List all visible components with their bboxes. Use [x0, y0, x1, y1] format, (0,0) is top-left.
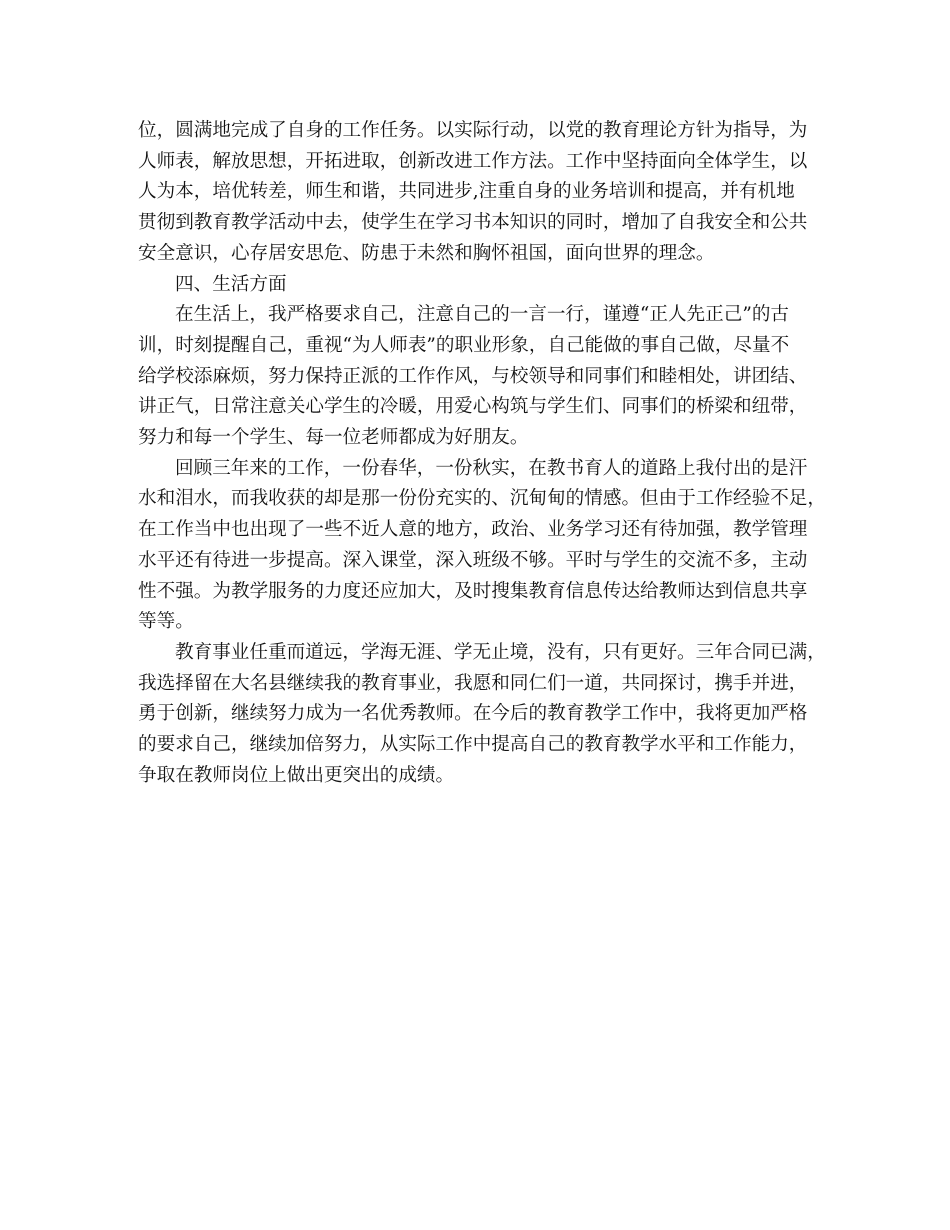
paragraph-life: [138, 300, 834, 454]
text-line: 争取在教师岗位上做出更突出的成绩。: [138, 764, 455, 786]
section-heading-life: [138, 270, 834, 301]
paragraph-review: [138, 454, 834, 638]
text-line: 努力和每一个学生、每一位老师都成为好朋友。: [138, 427, 529, 449]
text-line: 贯彻到教育教学活动中去，使学生在学习书本知识的同时，增加了自我安全和公共: [138, 212, 808, 234]
text-line: 讲正气，日常注意关心学生的冷暖，用爱心构筑与学生们、同事们的桥梁和纽带，: [138, 396, 808, 418]
text-line: 教育事业任重而道远，学海无涯、学无止境，没有，只有更好。三年合同已满，: [175, 641, 826, 663]
text-line: 在工作当中也出现了一些不近人意的地方，政治、业务学习还有待加强，教学管理: [138, 519, 808, 541]
text-line: 水和泪水，而我收获的却是那一份份充实的、沉甸甸的情感。但由于工作经验不足，: [138, 488, 826, 510]
paragraph-conclusion: [138, 638, 834, 792]
text-line: 位，圆满地完成了自身的工作任务。以实际行动，以党的教育理论方针为指导，为: [138, 120, 808, 141]
text-line: 的要求自己，继续加倍努力，从实际工作中提高自己的教育教学水平和工作能力，: [138, 734, 808, 756]
text-line: 我选择留在大名县继续我的教育事业，我愿和同仁们一道，共同探讨，携手并进，: [138, 672, 808, 694]
text-line: 回顾三年来的工作，一份春华，一份秋实，在教书育人的道路上我付出的是汗: [175, 457, 808, 479]
text-line: 人为本，培优转差，师生和谐，共同进步,注重自身的业务培训和提高，并有机地: [138, 181, 795, 203]
text-line: 训，时刻提醒自己，重视“为人师表”的职业形象，自己能做的事自己做，尽量不: [138, 334, 790, 356]
text-line: 性不强。为教学服务的力度还应加大，及时搜集教育信息传达给教师达到信息共享: [138, 580, 808, 602]
text-line: 勇于创新，继续努力成为一名优秀教师。在今后的教育教学工作中，我将更加严格: [138, 703, 808, 725]
text-line: 安全意识，心存居安思危、防患于未然和胸怀祖国，面向世界的理念。: [138, 242, 715, 264]
paragraph-continuation: [138, 116, 834, 270]
document-body: [138, 116, 834, 791]
section-heading-text: 四、生活方面: [175, 273, 287, 295]
text-line: 水平还有待进一步提高。深入课堂，深入班级不够。平时与学生的交流不多，主动: [138, 549, 808, 571]
text-line: 人师表，解放思想，开拓进取，创新改进工作方法。工作中坚持面向全体学生，以: [138, 150, 808, 172]
text-line: 等等。: [138, 611, 194, 633]
text-line: 给学校添麻烦，努力保持正派的工作作风，与校领导和同事们和睦相处，讲团结、: [138, 365, 808, 387]
text-line: 在生活上，我严格要求自己，注意自己的一言一行，谨遵“正人先正己”的古: [175, 304, 790, 326]
